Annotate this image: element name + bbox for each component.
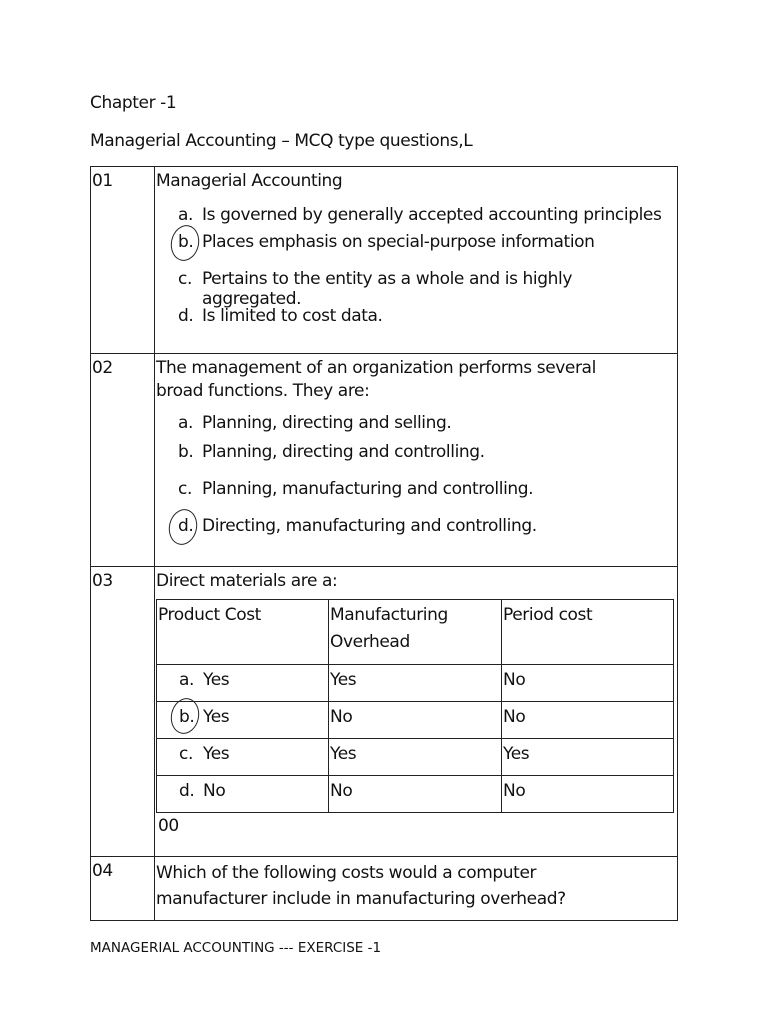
answer-matrix-row [157,739,674,776]
answer-matrix-row [157,776,674,813]
option-letter: d. [178,306,194,326]
page-footer: MANAGERIAL ACCOUNTING --- EXERCISE -1 [90,940,382,956]
row-label [157,702,329,739]
answer-matrix-row [157,702,674,739]
question-content [155,857,678,921]
option-letter: a. [178,413,194,433]
question-tail-text: 00 [158,816,179,836]
answer-matrix-row [157,665,674,702]
option-text: Planning, directing and controlling. [202,442,485,462]
cell-value: Yes [329,739,502,776]
option-b [156,232,675,269]
option-a [156,195,675,232]
column-header: Period cost [502,600,674,665]
question-stem: Managerial Accounting [156,171,343,191]
cell-value: No [203,781,226,801]
chapter-heading: Chapter -1 [90,93,177,113]
option-letter: c. [178,479,192,499]
answer-matrix-table [156,599,674,813]
option-letter: c. [179,744,193,764]
option-letter: b. [179,707,195,727]
option-d [156,306,675,340]
question-row-02 [91,354,678,567]
option-text: Planning, manufacturing and controlling. [202,479,534,499]
cell-value: No [502,702,674,739]
question-row-04 [91,857,678,921]
cell-value: No [502,776,674,813]
option-text: Is governed by generally accepted accounting principles [202,205,662,225]
row-label [157,665,329,702]
option-text: Is limited to cost data. [202,306,383,326]
question-stem: The management of an organization performs several broad functions. They are: [156,358,596,401]
option-letter: a. [178,205,194,225]
question-number: 04 [91,857,155,921]
cell-value: Yes [502,739,674,776]
question-stem: Direct materials are a: [156,571,338,591]
question-row-03 [91,567,678,857]
cell-value: No [329,702,502,739]
question-number: 02 [91,354,155,567]
column-header: Product Cost [157,600,329,665]
option-text: Places emphasis on special-purpose information [202,232,595,252]
question-number: 03 [91,567,155,857]
cell-value: No [329,776,502,813]
option-letter: a. [179,670,195,690]
question-content [155,354,678,567]
questions-table [90,166,678,921]
cell-value: Yes [203,670,230,690]
answer-matrix-header [157,600,674,665]
cell-value: Yes [203,744,230,764]
question-content [155,567,678,857]
column-header: Manufacturing Overhead [329,600,502,665]
row-label [157,739,329,776]
option-d [156,516,675,546]
option-text: Pertains to the entity as a whole and is highly aggregated. [201,269,572,309]
option-b [156,442,675,479]
option-letter: b. [178,232,194,252]
cell-value: Yes [203,707,230,727]
question-stem: Which of the following costs would a computer manufacturer include in manufacturing overhead? [156,863,566,909]
question-number: 01 [91,167,155,354]
option-text: Planning, directing and selling. [202,413,452,433]
option-letter: d. [179,781,195,801]
option-letter: b. [178,442,194,462]
option-c [156,269,675,309]
option-letter: d. [178,516,194,536]
question-content [155,167,678,354]
cell-value: Yes [329,665,502,702]
row-label [157,776,329,813]
cell-value: No [502,665,674,702]
option-letter: c. [178,269,192,289]
option-a [156,405,675,442]
option-c [156,479,675,516]
option-text: Directing, manufacturing and controlling. [202,516,537,536]
question-row-01 [91,167,678,354]
document-subtitle: Managerial Accounting – MCQ type questions,L [90,131,473,151]
